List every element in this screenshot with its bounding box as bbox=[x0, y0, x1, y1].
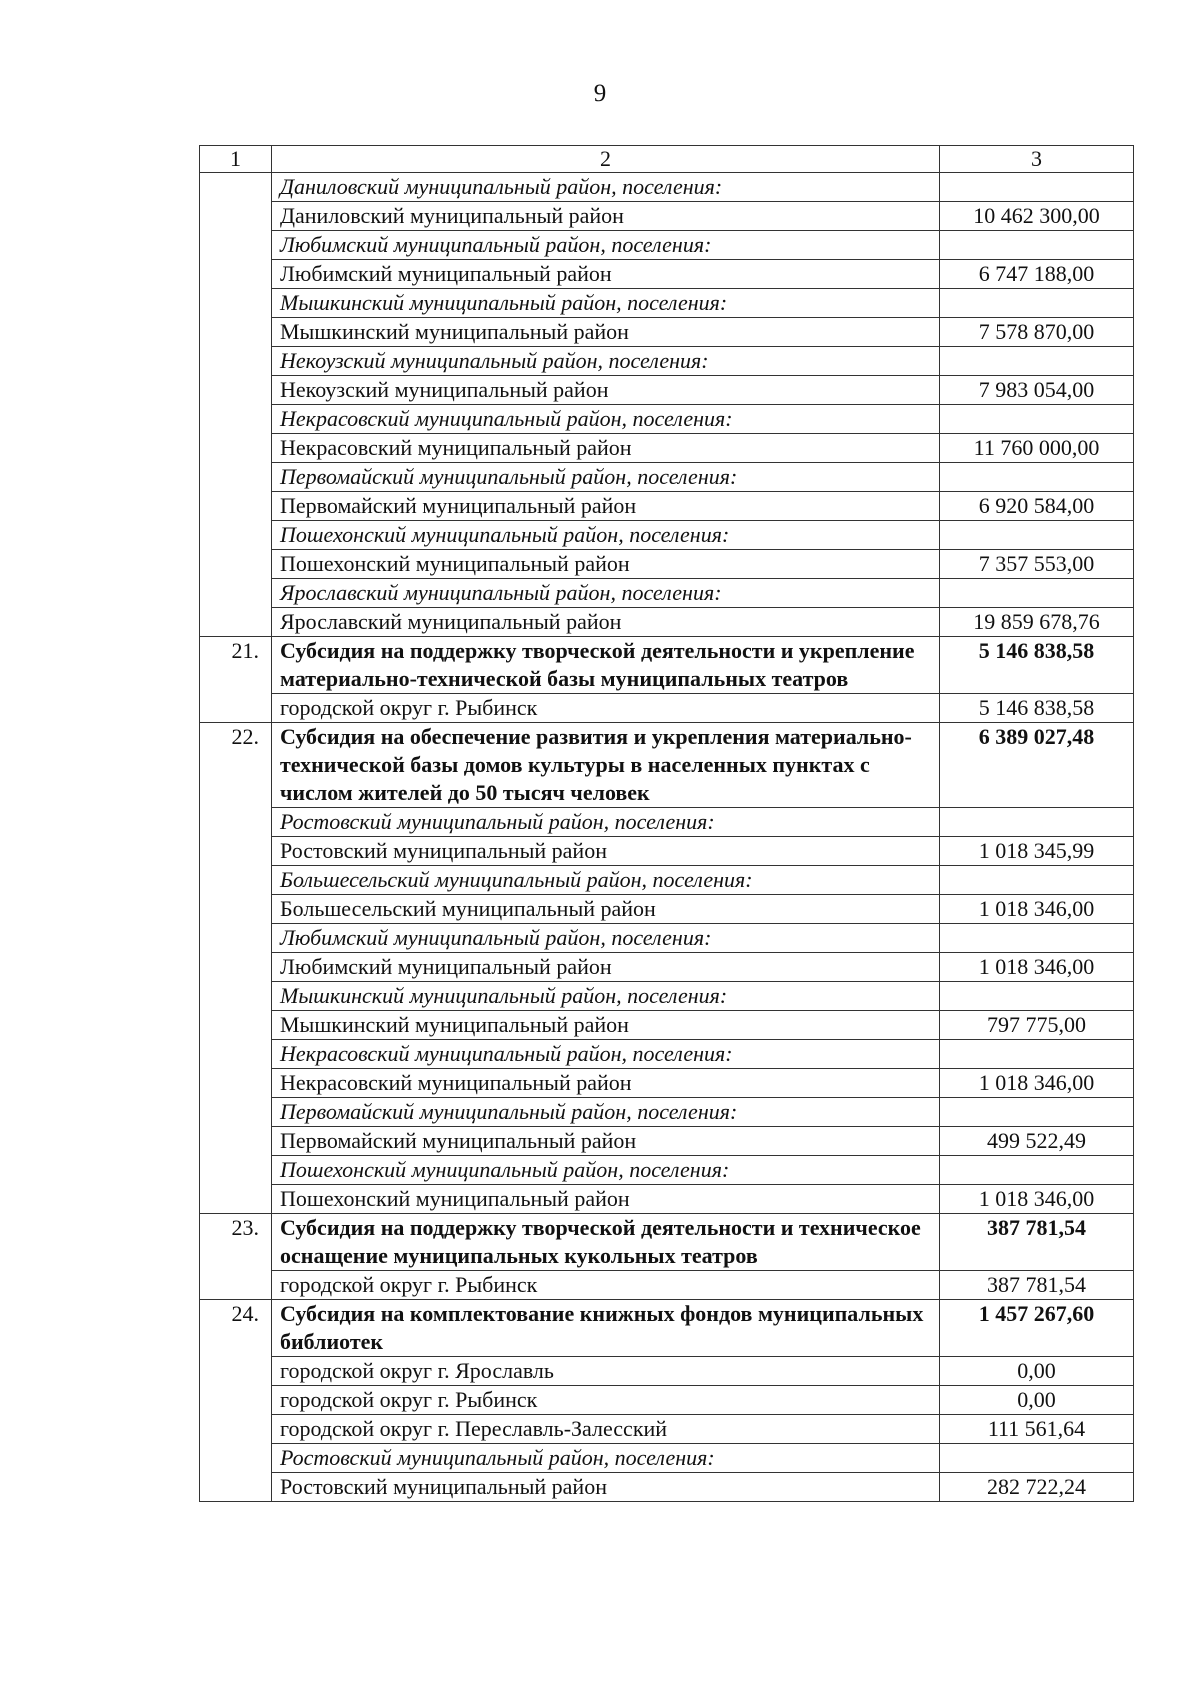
table-row bbox=[200, 1415, 1134, 1444]
table-row bbox=[200, 694, 1134, 723]
column-header-number: 1 bbox=[200, 146, 272, 173]
subgroup-label: Некрасовский муниципальный район, поселения: bbox=[272, 405, 940, 434]
table-row bbox=[200, 1127, 1134, 1156]
table-row bbox=[200, 550, 1134, 579]
recipient-name: Любимский муниципальный район bbox=[272, 260, 940, 289]
subgroup-label: Ростовский муниципальный район, поселения: bbox=[272, 808, 940, 837]
table-row bbox=[200, 260, 1134, 289]
subsidy-item-row bbox=[200, 723, 1134, 808]
recipient-name: Первомайский муниципальный район bbox=[272, 492, 940, 521]
subgroup-row bbox=[200, 924, 1134, 953]
column-header-name: 2 bbox=[272, 146, 940, 173]
amount-cell: 11 760 000,00 bbox=[940, 434, 1134, 463]
table-row bbox=[200, 318, 1134, 347]
amount-cell bbox=[940, 1098, 1134, 1127]
amount-cell: 5 146 838,58 bbox=[940, 694, 1134, 723]
subgroup-label: Пошехонский муниципальный район, поселения: bbox=[272, 1156, 940, 1185]
table-row bbox=[200, 1271, 1134, 1300]
amount-cell bbox=[940, 866, 1134, 895]
subgroup-label: Первомайский муниципальный район, поселения: bbox=[272, 463, 940, 492]
recipient-name: Ростовский муниципальный район bbox=[272, 837, 940, 866]
subsidy-table bbox=[199, 145, 1134, 1502]
table-row bbox=[200, 1386, 1134, 1415]
amount-cell bbox=[940, 173, 1134, 202]
recipient-name: Некоузский муниципальный район bbox=[272, 376, 940, 405]
subgroup-label: Любимский муниципальный район, поселения: bbox=[272, 924, 940, 953]
subsidy-total-amount: 5 146 838,58 bbox=[940, 637, 1134, 694]
table-row bbox=[200, 202, 1134, 231]
amount-cell bbox=[940, 1444, 1134, 1473]
subgroup-label: Ростовский муниципальный район, поселения: bbox=[272, 1444, 940, 1473]
recipient-name: Пошехонский муниципальный район bbox=[272, 550, 940, 579]
subgroup-row bbox=[200, 173, 1134, 202]
subgroup-label: Ярославский муниципальный район, поселения: bbox=[272, 579, 940, 608]
amount-cell bbox=[940, 347, 1134, 376]
amount-cell bbox=[940, 1040, 1134, 1069]
subgroup-label: Большесельский муниципальный район, поселения: bbox=[272, 866, 940, 895]
subgroup-row bbox=[200, 1098, 1134, 1127]
subgroup-row bbox=[200, 405, 1134, 434]
table-row bbox=[200, 434, 1134, 463]
subsidy-title: Субсидия на комплектование книжных фондов муниципальных библиотек bbox=[272, 1300, 940, 1357]
row-number: 21. bbox=[200, 637, 272, 723]
recipient-name: Мышкинский муниципальный район bbox=[272, 318, 940, 347]
subgroup-label: Любимский муниципальный район, поселения: bbox=[272, 231, 940, 260]
amount-cell: 1 018 346,00 bbox=[940, 895, 1134, 924]
table-row bbox=[200, 837, 1134, 866]
table-row bbox=[200, 895, 1134, 924]
recipient-name: городской округ г. Рыбинск bbox=[272, 1386, 940, 1415]
amount-cell: 797 775,00 bbox=[940, 1011, 1134, 1040]
table-row bbox=[200, 608, 1134, 637]
subsidy-total-amount: 387 781,54 bbox=[940, 1214, 1134, 1271]
subsidy-title: Субсидия на поддержку творческой деятельности и укрепление материально-технической базы муниципальных театров bbox=[272, 637, 940, 694]
amount-cell: 387 781,54 bbox=[940, 1271, 1134, 1300]
subgroup-row bbox=[200, 866, 1134, 895]
amount-cell: 1 018 345,99 bbox=[940, 837, 1134, 866]
amount-cell: 6 747 188,00 bbox=[940, 260, 1134, 289]
amount-cell: 7 578 870,00 bbox=[940, 318, 1134, 347]
subsidy-total-amount: 6 389 027,48 bbox=[940, 723, 1134, 808]
subgroup-label: Мышкинский муниципальный район, поселения: bbox=[272, 982, 940, 1011]
table-header-row bbox=[200, 146, 1134, 173]
subgroup-row bbox=[200, 1156, 1134, 1185]
table-row bbox=[200, 1473, 1134, 1502]
recipient-name: Первомайский муниципальный район bbox=[272, 1127, 940, 1156]
table-row bbox=[200, 1069, 1134, 1098]
recipient-name: городской округ г. Ярославль bbox=[272, 1357, 940, 1386]
amount-cell bbox=[940, 579, 1134, 608]
page-number: 9 bbox=[593, 80, 607, 107]
recipient-name: Ростовский муниципальный район bbox=[272, 1473, 940, 1502]
subsidy-total-amount: 1 457 267,60 bbox=[940, 1300, 1134, 1357]
amount-cell: 0,00 bbox=[940, 1386, 1134, 1415]
subgroup-row bbox=[200, 1444, 1134, 1473]
amount-cell: 1 018 346,00 bbox=[940, 1069, 1134, 1098]
subgroup-row bbox=[200, 347, 1134, 376]
subgroup-row bbox=[200, 521, 1134, 550]
amount-cell: 499 522,49 bbox=[940, 1127, 1134, 1156]
recipient-name: Пошехонский муниципальный район bbox=[272, 1185, 940, 1214]
amount-cell: 282 722,24 bbox=[940, 1473, 1134, 1502]
recipient-name: Некрасовский муниципальный район bbox=[272, 434, 940, 463]
recipient-name: Мышкинский муниципальный район bbox=[272, 1011, 940, 1040]
amount-cell: 1 018 346,00 bbox=[940, 953, 1134, 982]
recipient-name: Ярославский муниципальный район bbox=[272, 608, 940, 637]
row-number: 24. bbox=[200, 1300, 272, 1502]
amount-cell bbox=[940, 924, 1134, 953]
subsidy-title: Субсидия на обеспечение развития и укрепления материально-технической базы домов культуры в населенных пунктах с числом жителей до 50 тысяч человек bbox=[272, 723, 940, 808]
recipient-name: Большесельский муниципальный район bbox=[272, 895, 940, 924]
recipient-name: городской округ г. Рыбинск bbox=[272, 1271, 940, 1300]
subgroup-label: Мышкинский муниципальный район, поселения: bbox=[272, 289, 940, 318]
subgroup-row bbox=[200, 463, 1134, 492]
row-number: 23. bbox=[200, 1214, 272, 1300]
table-row bbox=[200, 953, 1134, 982]
subsidy-item-row bbox=[200, 637, 1134, 694]
subsidy-item-row bbox=[200, 1214, 1134, 1271]
subgroup-row bbox=[200, 579, 1134, 608]
subgroup-label: Даниловский муниципальный район, поселения: bbox=[272, 173, 940, 202]
amount-cell: 1 018 346,00 bbox=[940, 1185, 1134, 1214]
table-row bbox=[200, 1011, 1134, 1040]
subgroup-label: Некрасовский муниципальный район, поселения: bbox=[272, 1040, 940, 1069]
subgroup-row bbox=[200, 982, 1134, 1011]
amount-cell: 7 983 054,00 bbox=[940, 376, 1134, 405]
amount-cell bbox=[940, 231, 1134, 260]
amount-cell bbox=[940, 521, 1134, 550]
subgroup-row bbox=[200, 1040, 1134, 1069]
amount-cell: 19 859 678,76 bbox=[940, 608, 1134, 637]
column-header-amount: 3 bbox=[940, 146, 1134, 173]
amount-cell bbox=[940, 463, 1134, 492]
row-number bbox=[200, 173, 272, 637]
amount-cell bbox=[940, 982, 1134, 1011]
subsidy-item-row bbox=[200, 1300, 1134, 1357]
subgroup-label: Некоузский муниципальный район, поселения: bbox=[272, 347, 940, 376]
subsidy-title: Субсидия на поддержку творческой деятельности и техническое оснащение муниципальных кукольных театров bbox=[272, 1214, 940, 1271]
table-row bbox=[200, 1185, 1134, 1214]
recipient-name: городской округ г. Рыбинск bbox=[272, 694, 940, 723]
amount-cell bbox=[940, 405, 1134, 434]
amount-cell: 7 357 553,00 bbox=[940, 550, 1134, 579]
subgroup-row bbox=[200, 289, 1134, 318]
row-number: 22. bbox=[200, 723, 272, 1214]
table-row bbox=[200, 1357, 1134, 1386]
amount-cell: 0,00 bbox=[940, 1357, 1134, 1386]
table-row bbox=[200, 376, 1134, 405]
subgroup-label: Первомайский муниципальный район, поселения: bbox=[272, 1098, 940, 1127]
amount-cell: 6 920 584,00 bbox=[940, 492, 1134, 521]
amount-cell: 10 462 300,00 bbox=[940, 202, 1134, 231]
amount-cell bbox=[940, 808, 1134, 837]
recipient-name: городской округ г. Переславль-Залесский bbox=[272, 1415, 940, 1444]
subgroup-label: Пошехонский муниципальный район, поселения: bbox=[272, 521, 940, 550]
subgroup-row bbox=[200, 808, 1134, 837]
recipient-name: Любимский муниципальный район bbox=[272, 953, 940, 982]
table-row bbox=[200, 492, 1134, 521]
subgroup-row bbox=[200, 231, 1134, 260]
recipient-name: Некрасовский муниципальный район bbox=[272, 1069, 940, 1098]
amount-cell bbox=[940, 289, 1134, 318]
recipient-name: Даниловский муниципальный район bbox=[272, 202, 940, 231]
amount-cell bbox=[940, 1156, 1134, 1185]
amount-cell: 111 561,64 bbox=[940, 1415, 1134, 1444]
